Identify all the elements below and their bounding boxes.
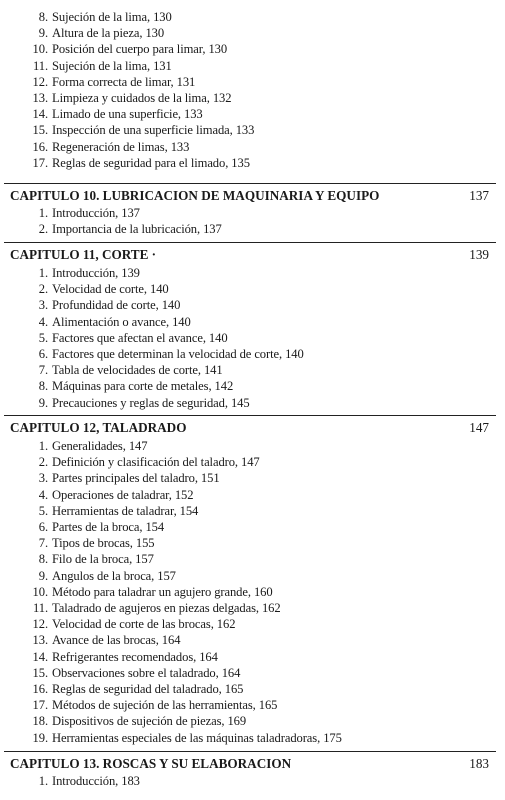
toc-entry-title: Velocidad de corte de las brocas, 162 [52,617,236,632]
toc-entry-number: 14. [32,107,48,122]
toc-entry-number: 12. [32,617,48,632]
toc-entry-title: Factores que afectan el avance, 140 [52,330,228,345]
chapter-heading: CAPITULO 12, TALADRADO [10,420,187,435]
toc-entry-title: Dispositivos de sujeción de piezas, 169 [52,714,247,729]
toc-entry-number: 9. [38,568,48,583]
toc-entry-number: 3. [38,298,48,313]
toc-entry-title: Reglas de seguridad para el limado, 135 [52,155,250,170]
toc-entry-number: 1. [38,266,48,280]
toc-entry-title: Posición del cuerpo para limar, 130 [52,42,228,57]
toc-entry-title: Introducción, 183 [52,774,140,788]
toc-entry-number: 4. [38,314,48,329]
toc-entry-number: 2. [38,282,48,297]
toc-entry-title: Máquinas para corte de metales, 142 [52,379,234,394]
toc-entry-number: 6. [38,347,48,361]
toc-entry-number: 2. [38,222,48,237]
toc-entry-title: Profundidad de corte, 140 [52,298,181,313]
chapter-heading: CAPITULO 11, CORTE · [10,247,157,262]
toc-entry-number: 11. [33,58,48,73]
toc-entry-title: Sujeción de la lima, 131 [52,58,172,73]
toc-entry-number: 10. [32,42,48,57]
toc-entry-title: Métodos de sujeción de las herramientas, 165 [52,698,278,713]
toc-entry-title: Reglas de seguridad del taladrado, 165 [52,682,244,696]
section-divider [4,415,496,416]
toc-entry-title: Tipos de brocas, 155 [52,536,155,551]
toc-entry-number: 13. [32,91,48,105]
toc-entry-title: Refrigerantes recomendados, 164 [52,649,218,664]
chapter-heading: CAPITULO 13. ROSCAS Y SU ELABORACION [10,756,292,771]
toc-entry-number: 8. [38,10,48,24]
toc-entry-title: Filo de la broca, 157 [52,552,154,567]
toc-entry-title: Herramientas de taladrar, 154 [52,503,199,518]
chapter-page-number: 139 [469,247,489,262]
toc-entry-title: Introducción, 137 [52,206,140,220]
toc-entry-number: 1. [38,774,48,788]
toc-entry-title: Altura de la pieza, 130 [52,26,165,41]
toc-entry-number: 8. [38,379,48,394]
toc-entry-title: Operaciones de taladrar, 152 [52,487,194,502]
toc-entry-number: 12. [32,74,48,89]
toc-entry-title: Partes principales del taladro, 151 [52,471,220,486]
toc-entry-number: 7. [38,536,48,551]
toc-entry-number: 6. [38,520,48,534]
toc-entry-title: Taladrado de agujeros en piezas delgadas, 162 [52,601,281,615]
toc-entry-number: 2. [38,455,48,470]
toc-entry-title: Tabla de velocidades de corte, 141 [52,363,223,378]
toc-entry-title: Avance de las brocas, 164 [52,633,181,648]
toc-entry-number: 5. [38,330,48,345]
toc-entry-title: Introducción, 139 [52,266,140,280]
toc-entry-title: Generalidades, 147 [52,439,148,453]
toc-entry-title: Importancia de la lubricación, 137 [52,222,222,237]
toc-entry-number: 8. [38,552,48,567]
toc-entry-number: 18. [32,714,48,729]
toc-entry-number: 14. [32,649,48,664]
chapter-page-number: 147 [469,420,489,435]
toc-entry-number: 17. [32,698,48,713]
toc-entry-number: 1. [38,439,48,453]
chapter-page-number: 183 [469,756,489,771]
toc-entry-title: Herramientas especiales de las máquinas taladradoras, 175 [52,730,342,745]
toc-entry-title: Observaciones sobre el taladrado, 164 [52,665,241,680]
toc-entry-number: 3. [38,471,48,486]
toc-entry-number: 10. [32,584,48,599]
toc-entry-number: 15. [32,123,48,138]
toc-entry-title: Método para taladrar un agujero grande, 160 [52,584,273,599]
toc-entry-title: Limpieza y cuidados de la lima, 132 [52,91,232,105]
toc-entry-number: 1. [38,206,48,220]
toc-entry-title: Alimentación o avance, 140 [52,314,191,329]
toc-entry-title: Forma correcta de limar, 131 [52,74,196,89]
toc-entry-number: 9. [38,395,48,410]
section-divider [4,751,496,752]
toc-entry-number: 16. [32,682,48,696]
toc-entry-number: 15. [32,665,48,680]
section-divider [4,242,496,243]
toc-entry-number: 19. [32,730,48,745]
toc-entry-number: 4. [38,487,48,502]
toc-entry-number: 9. [38,26,48,41]
toc-entry-title: Velocidad de corte, 140 [52,282,169,297]
toc-entry-title: Angulos de la broca, 157 [52,568,176,583]
toc-entry-title: Regeneración de limas, 133 [52,139,190,154]
toc-entry-title: Precauciones y reglas de seguridad, 145 [52,395,250,410]
toc-entry-number: 17. [32,155,48,170]
toc-entry-number: 13. [32,633,48,648]
toc-entry-title: Inspección de una superficie limada, 133 [52,123,255,138]
toc-entry-number: 7. [38,363,48,378]
chapter-page-number: 137 [469,188,489,203]
toc-entry-title: Definición y clasificación del taladro, 147 [52,455,260,470]
chapter-heading: CAPITULO 10. LUBRICACION DE MAQUINARIA Y EQUIPO [10,188,380,203]
section-divider [4,183,496,184]
toc-entry-title: Limado de una superficie, 133 [52,107,203,122]
toc-entry-number: 11. [33,601,48,615]
toc-entry-number: 5. [38,503,48,518]
toc-entry-title: Sujeción de la lima, 130 [52,10,172,24]
toc-entry-title: Factores que determinan la velocidad de corte, 140 [52,347,304,361]
toc-entry-number: 16. [32,139,48,154]
toc-entry-title: Partes de la broca, 154 [52,520,165,534]
